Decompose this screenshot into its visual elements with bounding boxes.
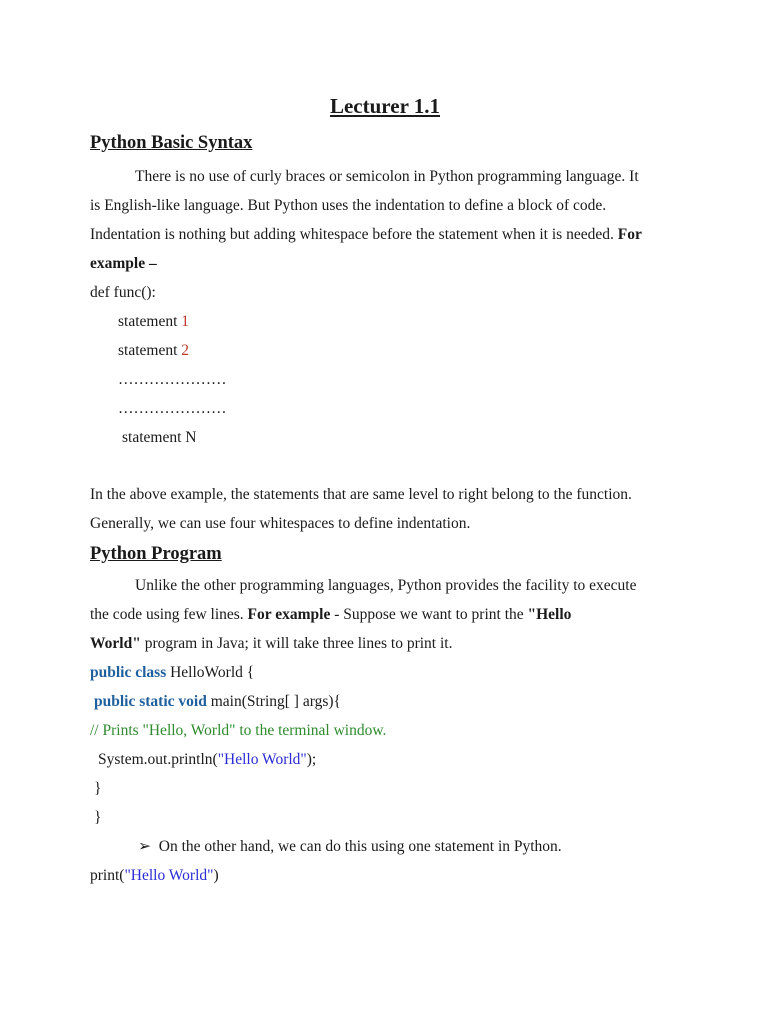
- paragraph-line: World" program in Java; it will take three lines to print it.: [90, 635, 453, 652]
- code-line: def func():: [90, 284, 156, 301]
- paragraph-line: Unlike the other programming languages, Python provides the facility to execute: [135, 577, 637, 594]
- code-comment: // Prints "Hello, World" to the terminal window.: [90, 722, 387, 739]
- code-line: }: [94, 809, 102, 826]
- code-line: …………………: [118, 400, 227, 417]
- code-line: print("Hello World"): [90, 867, 219, 884]
- arrow-bullet-icon: ➢: [138, 838, 151, 855]
- paragraph-line: In the above example, the statements that are same level to right belong to the function.: [90, 486, 632, 503]
- paragraph-line: Generally, we can use four whitespaces to define indentation.: [90, 515, 471, 532]
- for-example-label: example –: [90, 255, 157, 272]
- for-example-label: For: [617, 226, 642, 243]
- paragraph-line: is English-like language. But Python uses the indentation to define a block of code.: [90, 197, 607, 214]
- code-line: }: [94, 780, 102, 797]
- paragraph-line: Indentation is nothing but adding whitespace before the statement when it is needed. For: [90, 226, 642, 243]
- bullet-item: ➢ On the other hand, we can do this using one statement in Python.: [138, 838, 562, 855]
- code-line: public static void main(String[ ] args){: [94, 693, 341, 710]
- code-line: statement N: [122, 429, 197, 446]
- section-heading-basic-syntax: Python Basic Syntax: [90, 133, 253, 153]
- code-line: System.out.println("Hello World");: [98, 751, 317, 768]
- code-line: statement 2: [118, 342, 190, 359]
- code-line: public class HelloWorld {: [90, 664, 255, 681]
- paragraph-line: There is no use of curly braces or semicolon in Python programming language. It: [135, 168, 639, 185]
- paragraph-line: the code using few lines. For example - Suppose we want to print the "Hello: [90, 606, 572, 623]
- code-line: statement 1: [118, 313, 190, 330]
- page-title: Lecturer 1.1: [329, 94, 441, 118]
- code-line: …………………: [118, 371, 227, 388]
- section-heading-python-program: Python Program: [90, 544, 222, 564]
